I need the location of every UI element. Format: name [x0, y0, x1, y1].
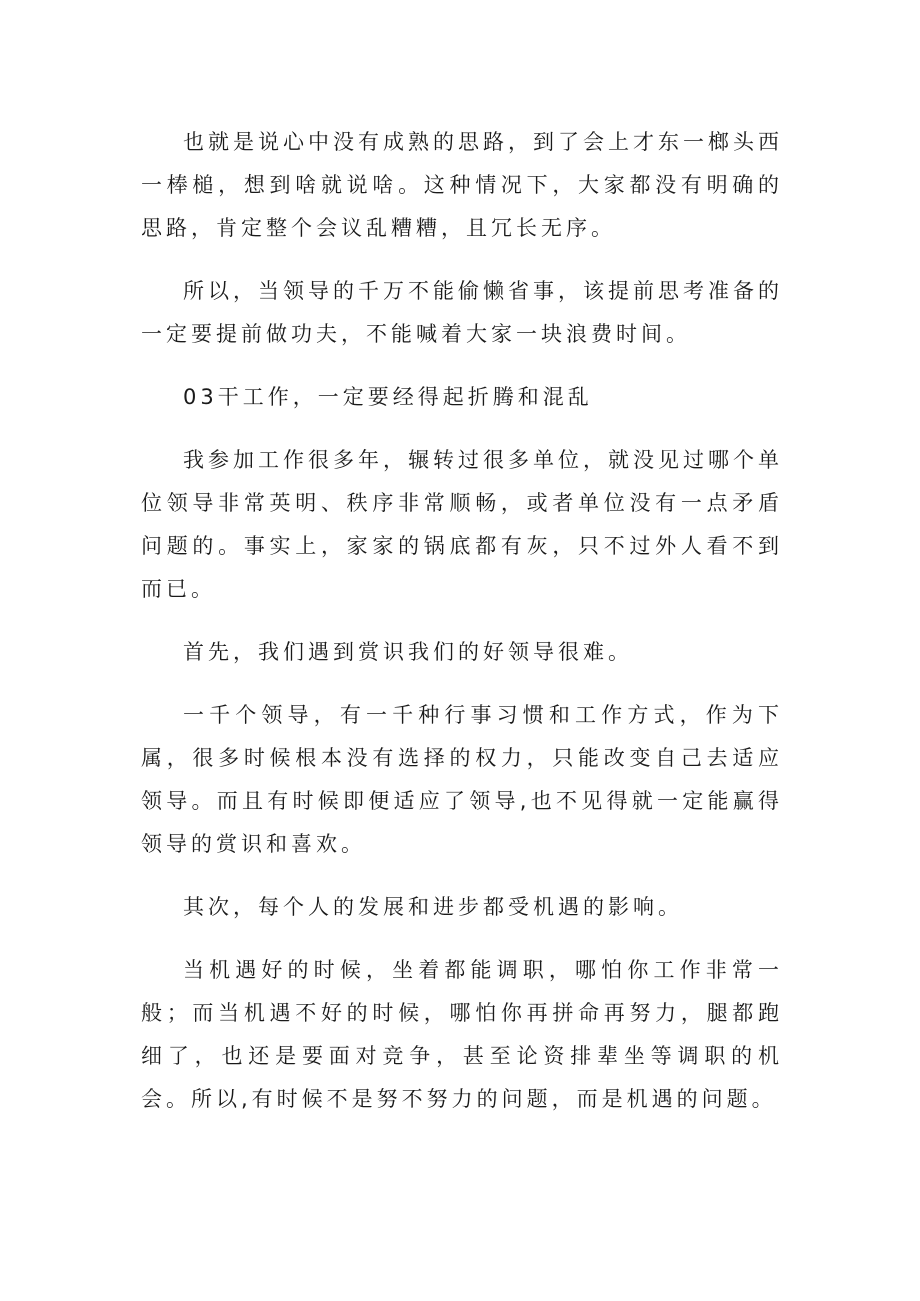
paragraph: 一千个领导，有一千种行事习惯和工作方式，作为下属，很多时候根本没有选择的权力，只能改变自己去适应领导。而且有时候即便适应了领导,也不见得就一定能赢得领导的赏识和喜欢。 [141, 703, 783, 856]
paragraph: 我参加工作很多年，辗转过很多单位，就没见过哪个单位领导非常英明、秩序非常顺畅，或者单位没有一点矛盾问题的。事实上，家家的锅底都有灰，只不过外人看不到而已。 [141, 448, 783, 601]
paragraph: 所以，当领导的千万不能偷懒省事，该提前思考准备的一定要提前做功夫，不能喊着大家一块浪费时间。 [141, 279, 783, 346]
paragraph: 其次，每个人的发展和进步都受机遇的影响。 [183, 895, 683, 919]
paragraph: 当机遇好的时候，坐着都能调职，哪怕你工作非常一般；而当机遇不好的时候，哪怕你再拼命再努力，腿都跑细了，也还是要面对竞争，甚至论资排辈坐等调职的机会。所以,有时候不是努不努力的问题，而是机遇的问题。 [141, 958, 783, 1111]
paragraph-gap [141, 250, 783, 270]
paragraph-gap [141, 611, 783, 631]
paragraph-gap [141, 929, 783, 949]
section-heading: 03干工作，一定要经得起折腾和混乱 [183, 385, 593, 409]
paragraph-gap [141, 419, 783, 439]
paragraph: 也就是说心中没有成熟的思路，到了会上才东一榔头西一棒槌，想到啥就说啥。这种情况下，大家都没有明确的思路，肯定整个会议乱糟糟，且冗长无序。 [141, 130, 783, 240]
paragraph-gap [141, 356, 783, 376]
paragraph-gap [141, 866, 783, 886]
paragraph: 首先，我们遇到赏识我们的好领导很难。 [183, 640, 633, 664]
document-body [141, 121, 783, 1121]
paragraph-gap [141, 674, 783, 694]
